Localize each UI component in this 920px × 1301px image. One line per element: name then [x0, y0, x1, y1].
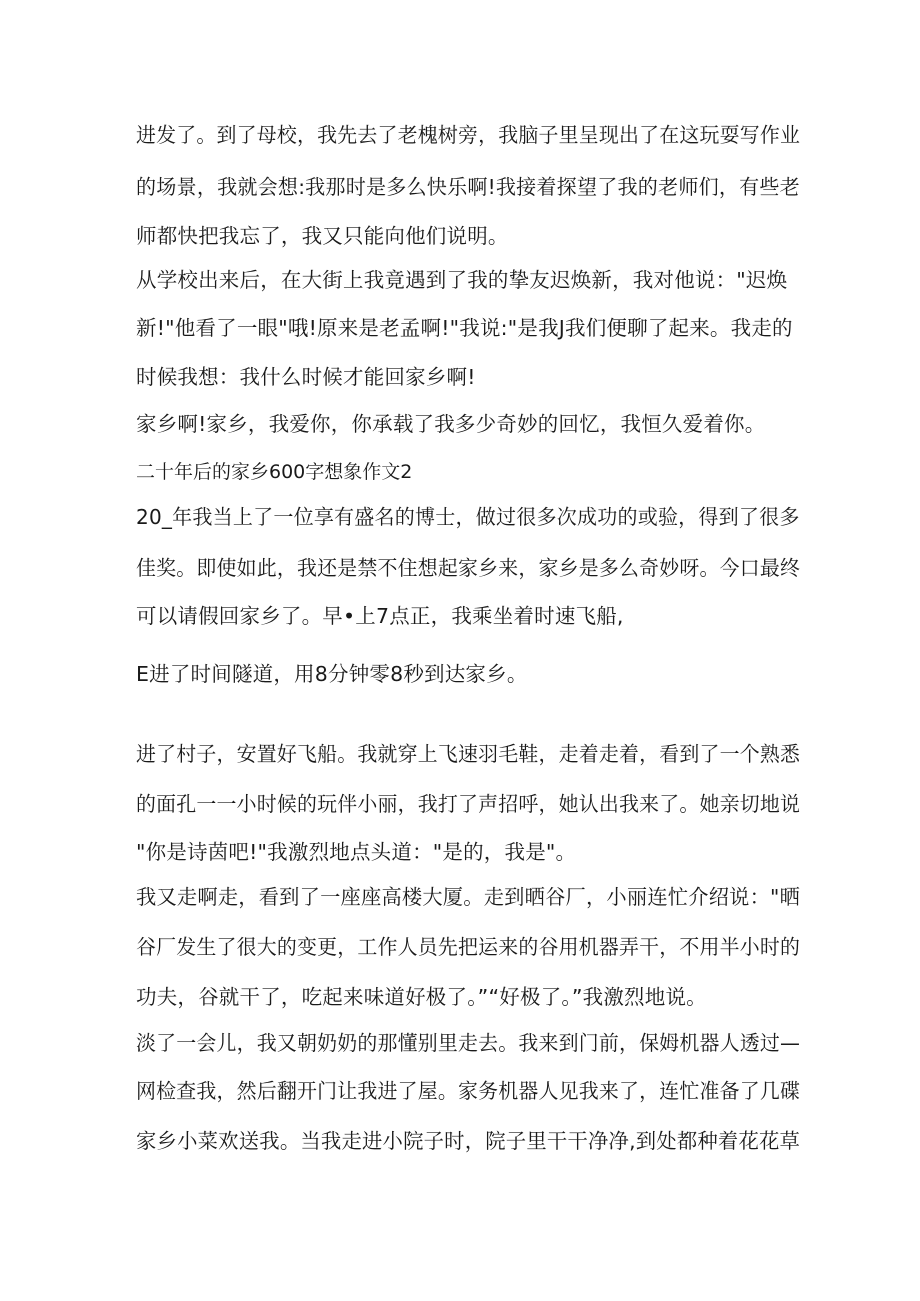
text-line: 的场景，我就会想:我那时是多么快乐啊!我接着探望了我的老师们，有些老 — [136, 175, 800, 199]
text-line: 可以请假回家乡了。早•上7点正，我乘坐着时速飞船, — [136, 604, 624, 628]
text-line: 20_年我当上了一位享有盛名的博士，做过很多次成功的或验，得到了很多 — [136, 505, 800, 529]
text-line: 师都快把我忘了，我又只能向他们说明。 — [136, 224, 509, 248]
text-line: 进了村子，安置好飞船。我就穿上飞速羽毛鞋，走着走着，看到了一个熟悉 — [136, 742, 801, 766]
text-line: 淡了一会儿，我又朝奶奶的那懂别里走去。我来到门前，保姆机器人透过— — [136, 1031, 801, 1055]
text-line: 从学校出来后，在大街上我竟遇到了我的挚友迟焕新，我对他说："迟焕 — [136, 268, 788, 292]
text-line: 的面孔一一小时候的玩伴小丽，我打了声招呼，她认出我来了。她亲切地说 — [136, 792, 801, 816]
text-line: 家乡啊!家乡，我爱你，你承载了我多少奇妙的回忆，我恒久爱着你。 — [136, 412, 766, 436]
text-line: 谷厂发生了很大的变更，工作人员先把运来的谷用机器弄干，不用半小时的 — [136, 935, 801, 959]
text-line: 进发了。到了母校，我先去了老槐树旁，我脑子里呈现出了在这玩耍写作业 — [136, 123, 801, 147]
text-line: "你是诗茵吧!"我激烈地点头道："是的，我是"。 — [136, 840, 577, 864]
text-line: 家乡小菜欢送我。当我走进小院子时，院子里干干净净,到处都种着花花草 — [136, 1129, 801, 1153]
text-line: 功夫，谷就干了，吃起来味道好极了。”“好极了。”我激烈地说。 — [136, 985, 707, 1009]
text-line: 我又走啊走，看到了一座座高楼大厦。走到晒谷厂，小丽连忙介绍说："晒 — [136, 885, 801, 909]
text-line: 时候我想：我什么时候才能回家乡啊! — [136, 365, 476, 389]
section-heading: 二十年后的家乡600字想象作文2 — [136, 461, 413, 483]
text-line: 新!"他看了一眼"哦!原来是老孟啊!"我说:"是我J我们便聊了起来。我走的 — [136, 316, 793, 340]
text-line: 佳奖。即使如此，我还是禁不住想起家乡来，家乡是多么奇妙呀。今口最终 — [136, 556, 801, 580]
text-line: 网检查我，然后翻开门让我进了屋。家务机器人见我来了，连忙准备了几碟 — [136, 1079, 801, 1103]
text-line: E进了时间隧道，用8分钟零8秒到达家乡。 — [136, 662, 528, 686]
